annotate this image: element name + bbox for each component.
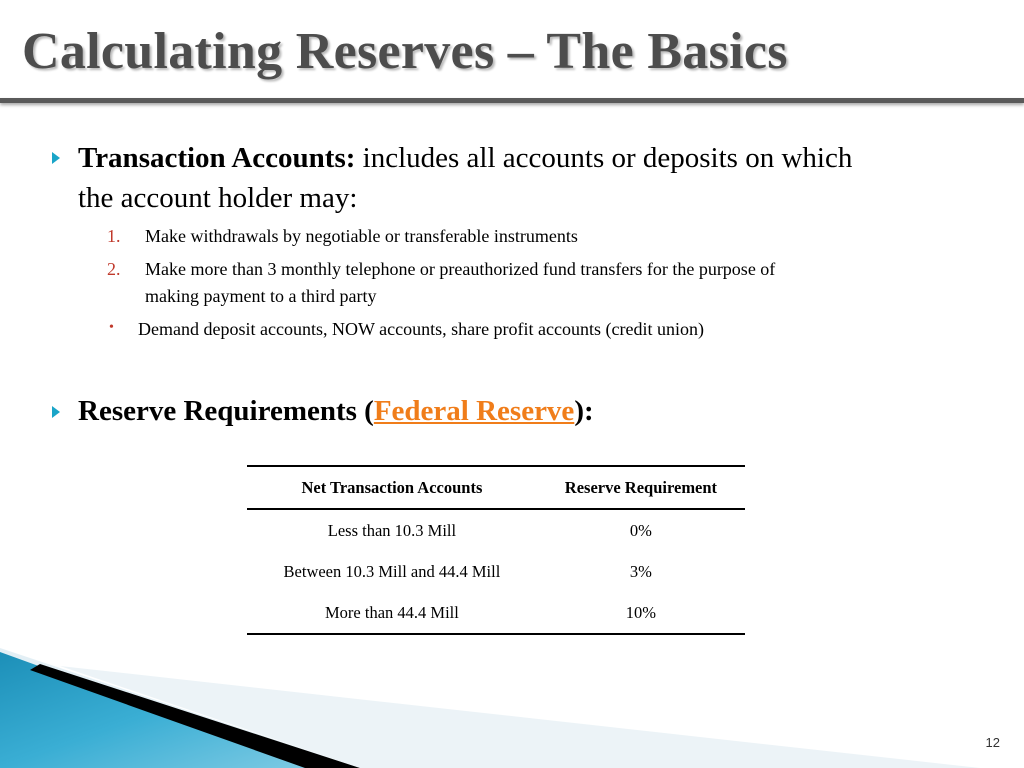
example-accounts: Demand deposit accounts, NOW accounts, share profit accounts (credit union)	[138, 319, 704, 339]
table-cell: 10%	[625, 602, 657, 622]
table-cell: Between 10.3 Mill and 44.4 Mill	[283, 561, 501, 581]
term-transaction-accounts: Transaction Accounts:	[78, 142, 356, 174]
list-item-2-line1: Make more than 3 monthly telephone or preauthorized fund transfers for the purpose of	[145, 259, 776, 279]
table-cell: More than 44.4 Mill	[325, 602, 459, 622]
list-item-2-line2: making payment to a third party	[145, 286, 377, 306]
page-number: 12	[985, 735, 1000, 750]
title-divider	[0, 98, 1024, 103]
reserve-req-prefix: Reserve Requirements (	[78, 395, 374, 427]
reserve-req-suffix: ):	[574, 395, 594, 427]
table-cell: 0%	[629, 520, 652, 540]
swoosh-light-band	[0, 648, 360, 768]
swoosh-pale-band	[60, 666, 980, 768]
column-header-reserve-requirement: Reserve Requirement	[564, 477, 718, 497]
table-row	[247, 592, 745, 634]
bullet-reserve-requirements	[78, 391, 594, 431]
list-item-1: Make withdrawals by negotiable or transferable instruments	[145, 226, 578, 246]
table-row	[247, 509, 745, 551]
reserve-requirement-table	[247, 465, 745, 635]
list-number-2: 2.	[107, 259, 121, 279]
bullet-arrow-icon	[52, 152, 60, 164]
swoosh-blue-band	[0, 652, 320, 768]
bullet-transaction-accounts-line1	[78, 138, 852, 178]
list-number-1: 1.	[107, 226, 121, 246]
table-cell: Less than 10.3 Mill	[327, 520, 457, 540]
table-cell: 3%	[629, 561, 652, 581]
federal-reserve-link[interactable]: Federal Reserve	[373, 395, 575, 427]
table-header-row	[247, 466, 745, 509]
column-header-net-transaction-accounts: Net Transaction Accounts	[301, 477, 483, 497]
bullet-arrow-icon	[52, 406, 60, 418]
dot-bullet-icon: •	[109, 320, 114, 335]
bullet1-line2: the account holder may:	[78, 182, 358, 214]
slide-title: Calculating Reserves – The Basics	[22, 23, 788, 80]
swoosh-black-stripe	[30, 664, 360, 768]
table-row	[247, 551, 745, 592]
bullet1-line1-text: includes all accounts or deposits on which	[355, 142, 853, 174]
